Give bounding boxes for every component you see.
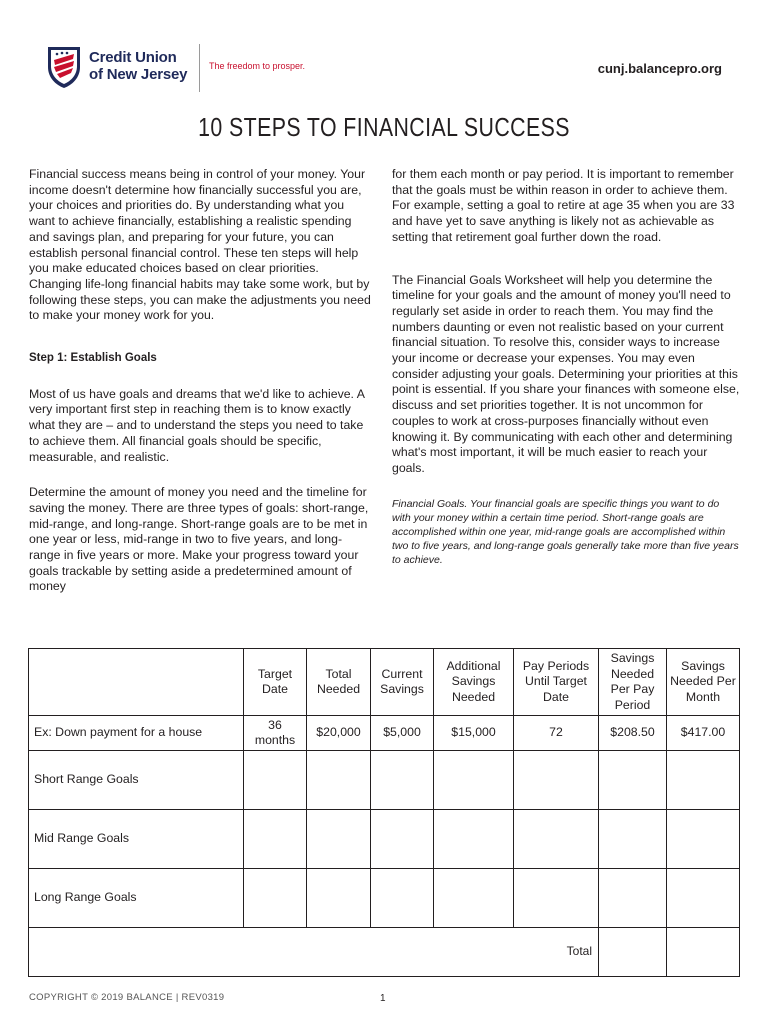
table-cell[interactable] [599,810,667,869]
intro-paragraph: Financial success means being in control of your money. Your income doesn't determine how financially successful you are, your choices and priorities do. By understanding what you want to achieve financially, establishing a realistic spending and savings plan, and preparing for your future, you can establish personal financial control. These ten steps will help you make educated choices based on clear priorities. Changing life-long financial habits may take some work, but by following these steps, you can make the adjustments you need to make your money work for you. [29,167,371,323]
example-total-needed: $20,000 [307,716,371,751]
table-cell[interactable] [667,869,740,928]
table-cell[interactable] [244,751,307,810]
long-range-row [29,869,740,928]
table-cell[interactable] [599,751,667,810]
header-savings-per-month: Savings Needed Per Month [667,649,740,716]
financial-goals-note: Financial Goals. Your financial goals are specific things you want to do with your money within a certain time period. Short-range goals are accomplished within one year, mid-range goals are accomplished within two to five years, and long-range goals generally take more than five years to achieve. [392,497,739,566]
logo-wordmark [89,49,187,83]
page-number: 1 [380,993,386,1004]
total-row [29,928,740,977]
left-column [29,167,372,595]
table-cell[interactable] [514,810,599,869]
total-per-month-cell[interactable] [667,928,740,977]
header-cell-empty [29,649,244,716]
worksheet-example-row [29,716,740,751]
table-cell[interactable] [307,810,371,869]
example-goal: Ex: Down payment for a house [29,716,244,751]
table-cell[interactable] [307,869,371,928]
right-paragraph-2: The Financial Goals Worksheet will help you determine the timeline for your goals and the amount of money you'll need to regularly set aside in order to reach them. You may find the numbers daunting or even not realistic based on your current financial situation. To resolve this, consider ways to increase your income or decrease your expenses. You may even consider adjusting your goals. Determining your priorities at this point is essential. If you share your finances with someone else, discuss and set priorities together. It is not uncommon for couples to work at cross-purposes financially without even knowing it. By communicating with each other and determining what's most important, it will be much easier to reach your goals. [392,272,740,475]
table-cell[interactable] [244,810,307,869]
table-cell[interactable] [434,751,514,810]
right-paragraph-1: for them each month or pay period. It is important to remember that the goals must be within reason in order to achieve them. For example, setting a goal to retire at age 35 when you are 33 and have yet to save anything is likely not as achievable as setting that retirement goal further down the road. [392,167,735,244]
logo-divider [199,44,200,92]
example-target-date: 36 months [244,716,307,751]
table-cell[interactable] [434,869,514,928]
header-target-date: Target Date [244,649,307,716]
total-label: Total [29,928,599,977]
example-per-month: $417.00 [667,716,740,751]
table-cell[interactable] [307,751,371,810]
logo-line-1: Credit Union [89,49,177,66]
tagline: The freedom to prosper. [209,61,306,71]
table-cell[interactable] [434,810,514,869]
worksheet-header-row [29,649,740,716]
table-cell[interactable] [599,869,667,928]
header-savings-per-pay-period: Savings Needed Per Pay Period [599,649,667,716]
logo-line-2: of New Jersey [89,66,188,83]
short-range-row [29,751,740,810]
short-range-label: Short Range Goals [29,751,244,810]
mid-range-label: Mid Range Goals [29,810,244,869]
header-total-needed: Total Needed [307,649,371,716]
footer-copyright: COPYRIGHT © 2019 BALANCE | REV0319 [29,992,225,1003]
table-cell[interactable] [667,810,740,869]
table-cell[interactable] [667,751,740,810]
table-cell[interactable] [244,869,307,928]
header-current-savings: Current Savings [371,649,434,716]
long-range-label: Long Range Goals [29,869,244,928]
total-per-pay-period-cell[interactable] [599,928,667,977]
header-pay-periods: Pay Periods Until Target Date [514,649,599,716]
example-current-savings: $5,000 [371,716,434,751]
page-title: 10 STEPS TO FINANCIAL SUCCESS [198,112,570,142]
header-additional-savings: Additional Savings Needed [434,649,514,716]
credit-union-shield-logo [46,45,82,89]
mid-range-row [29,810,740,869]
step-1-paragraph-2: Determine the amount of money you need and the timeline for saving the money. There are three types of goals: short-range, mid-range, and long-range. Short-range goals are to be met in one year or less, mid-range in two to five years, and long-range in five years or more. Make your progress toward your goals trackable by setting aside a predetermined amount of money [29,485,369,594]
table-cell[interactable] [514,751,599,810]
table-cell[interactable] [514,869,599,928]
table-cell[interactable] [371,869,434,928]
table-cell[interactable] [371,751,434,810]
example-pay-periods: 72 [514,716,599,751]
site-url[interactable]: cunj.balancepro.org [597,61,722,76]
example-per-pay-period: $208.50 [599,716,667,751]
page-header [0,0,768,100]
step-1-paragraph-1: Most of us have goals and dreams that we'd like to achieve. A very important first step in reaching them is to know exactly what they are – and to understand the steps you need to take to achieve them. All financial goals should be specific, measurable, and realistic. [29,386,365,464]
financial-goals-worksheet [28,648,740,977]
right-column [392,167,740,567]
step-1-heading: Step 1: Establish Goals [29,352,157,365]
table-cell[interactable] [371,810,434,869]
example-additional-savings: $15,000 [434,716,514,751]
